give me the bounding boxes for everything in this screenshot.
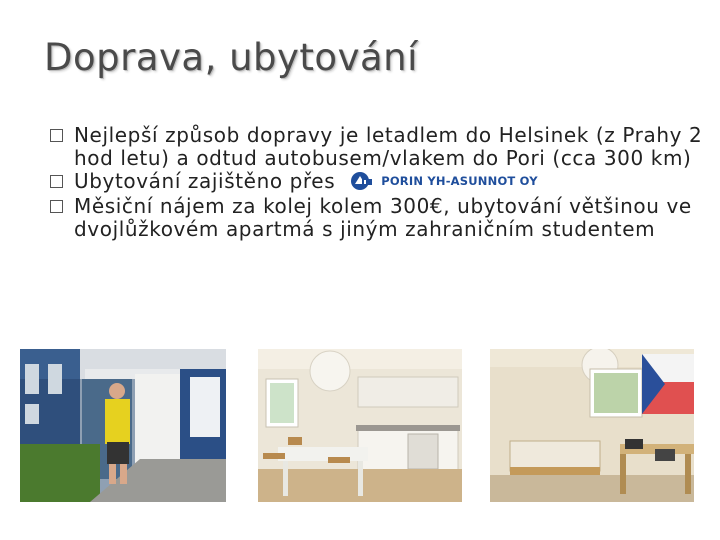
porin-logo-icon <box>350 171 374 191</box>
bullet-box-icon <box>50 200 63 213</box>
bullet-item-rent <box>46 195 706 241</box>
photo-bedroom <box>490 349 694 502</box>
page-title: Doprava, ubytování <box>44 36 418 79</box>
photo-dormitory-exterior <box>20 349 226 502</box>
porin-logo-text: PORIN YH-ASUNNOT OY <box>381 173 538 188</box>
bullet-item-accommodation <box>46 170 706 195</box>
bullet-box-icon <box>50 175 63 188</box>
photo-kitchen <box>258 349 462 502</box>
bullet-text: Měsiční nájem za kolej kolem 300€, ubytování většinou ve dvojlůžkovém apartmá s jiným zahraničním studentem <box>74 193 692 241</box>
bullet-text: Nejlepší způsob dopravy je letadlem do Helsinek (z Prahy 2 hod letu) a odtud autobusem/vlakem do Pori (cca 300 km) <box>74 123 703 170</box>
bullet-text: Ubytování zajištěno přes <box>74 169 336 193</box>
bullet-item-transport <box>46 124 706 170</box>
porin-logo <box>350 169 538 193</box>
bullet-box-icon <box>50 129 63 142</box>
bullet-list <box>46 124 706 241</box>
